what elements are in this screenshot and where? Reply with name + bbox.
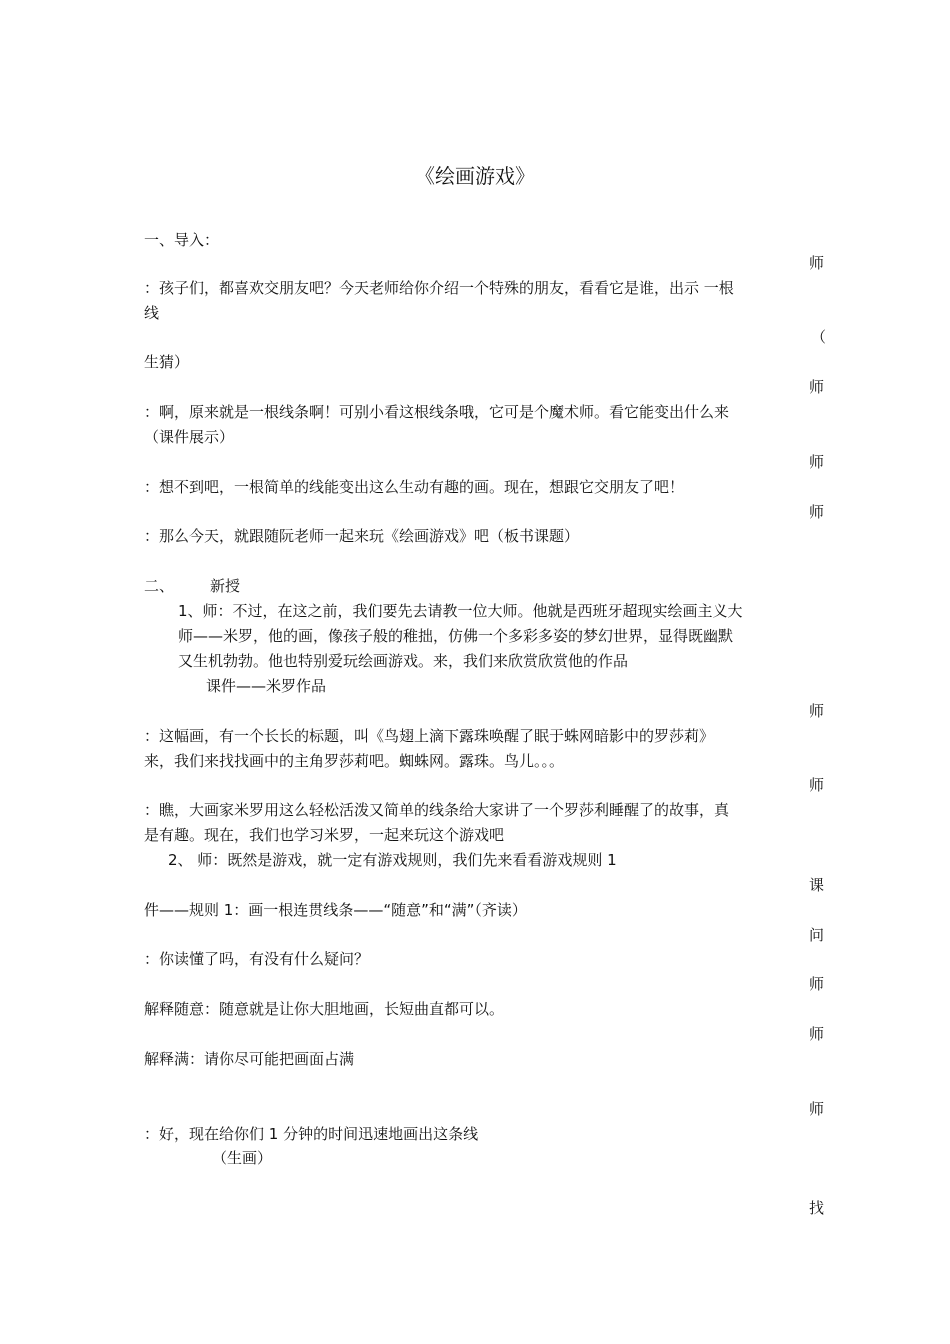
speaker-label: 师 <box>808 776 824 794</box>
paragraph-line: ：瞧，大画家米罗用这么轻松活泼又简单的线条给大家讲了一个罗莎利睡醒了的故事，真 <box>144 801 730 819</box>
paragraph-line: （课件展示） <box>144 428 235 446</box>
speaker-label: 找 <box>808 1199 824 1217</box>
paren-mark: （ <box>810 328 826 346</box>
section-title: 新授 <box>210 577 241 595</box>
section-heading-new <box>144 574 240 598</box>
speaker-label: 师 <box>808 453 824 471</box>
paragraph-line: 师——米罗，他的画，像孩子般的稚拙，仿佛一个多彩多姿的梦幻世界，显得既幽默 <box>178 627 734 645</box>
speaker-label: 师 <box>808 1025 824 1043</box>
paragraph-line: ：想不到吧，一根简单的线能变出这么生动有趣的画。现在，想跟它交朋友了吧！ <box>144 478 685 496</box>
paragraph-line: 线 <box>144 304 160 322</box>
speaker-label: 师 <box>808 702 824 720</box>
paragraph-line: 1、师：不过，在这之前，我们要先去请教一位大师。他就是西班牙超现实绘画主义大 <box>178 602 743 620</box>
paragraph-line: 课件——米罗作品 <box>206 677 327 695</box>
paragraph-line: 生猜） <box>144 353 190 371</box>
speaker-label: 课 <box>808 876 824 894</box>
section-number: 二、 <box>144 577 175 595</box>
paragraph-line: 件——规则 1：画一根连贯线条——“随意”和“满”（齐读） <box>144 901 527 919</box>
paragraph-line: ：好，现在给你们 1 分钟的时间迅速地画出这条线 <box>144 1125 479 1143</box>
paragraph-line: ：你读懂了吗，有没有什么疑问？ <box>144 950 370 968</box>
speaker-label: 问 <box>808 926 824 944</box>
paragraph-line: （生画） <box>212 1149 273 1167</box>
speaker-label: 师 <box>808 378 824 396</box>
speaker-label: 师 <box>808 503 824 521</box>
paragraph-line: 2、 师：既然是游戏，就一定有游戏规则，我们先来看看游戏规则 1 <box>168 851 617 869</box>
paragraph-line: 解释满：请你尽可能把画面占满 <box>144 1050 355 1068</box>
speaker-label: 师 <box>808 1100 824 1118</box>
paragraph-line: ：这幅画，有一个长长的标题，叫《鸟翅上滴下露珠唤醒了眠于蛛网暗影中的罗莎莉》 <box>144 727 715 745</box>
paragraph-line: 又生机勃勃。他也特别爱玩绘画游戏。来，我们来欣赏欣赏他的作品 <box>178 652 629 670</box>
paragraph-line: ：啊，原来就是一根线条啊！可别小看这根线条哦，它可是个魔术师。看它能变出什么来 <box>144 403 730 421</box>
paragraph-line: ：孩子们，都喜欢交朋友吧？今天老师给你介绍一个特殊的朋友，看看它是谁，出示 一根 <box>144 279 734 297</box>
paragraph-line: 来，我们来找找画中的主角罗莎莉吧。蜘蛛网。露珠。鸟儿。。。 <box>144 752 565 770</box>
paragraph-line: ：那么今天，就跟随阮老师一起来玩《绘画游戏》吧（板书课题） <box>144 527 580 545</box>
document-title: 《绘画游戏》 <box>415 164 535 188</box>
paragraph-line: 解释随意：随意就是让你大胆地画，长短曲直都可以。 <box>144 1000 505 1018</box>
paragraph-line: 是有趣。现在，我们也学习米罗，一起来玩这个游戏吧 <box>144 826 505 844</box>
speaker-label: 师 <box>808 254 824 272</box>
section-heading-intro: 一、导入： <box>144 231 220 249</box>
speaker-label: 师 <box>808 975 824 993</box>
